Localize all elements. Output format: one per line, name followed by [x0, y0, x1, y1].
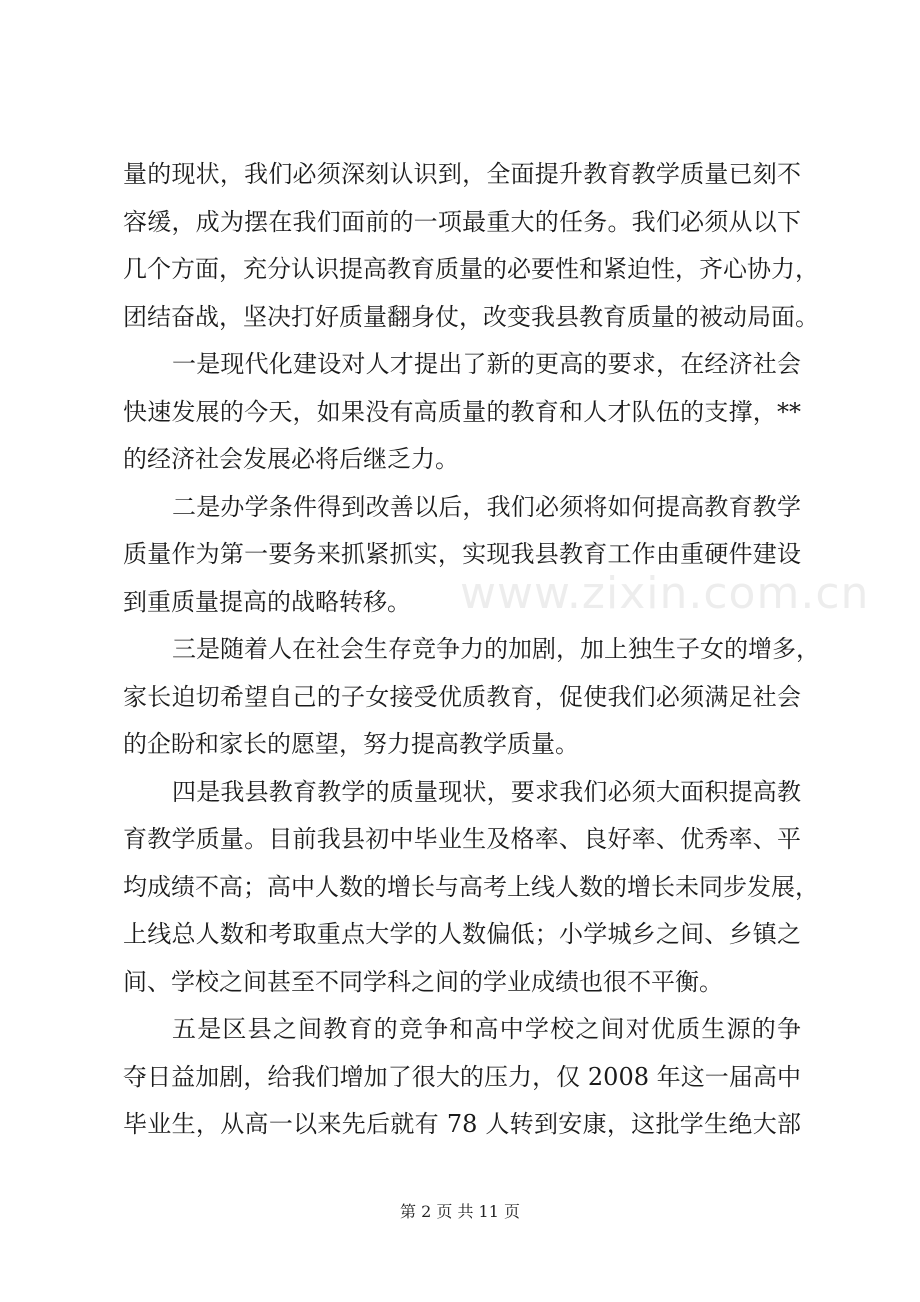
text-line: 间、学校之间甚至不同学科之间的学业成绩也很不平衡。: [123, 967, 723, 996]
text-line: 育教学质量。目前我县初中毕业生及格率、良好率、优秀率、平: [123, 825, 801, 853]
text-line: 的企盼和家长的愿望，努力提高教学质量。: [123, 730, 579, 758]
text-line: 几个方面，充分认识提高教育质量的必要性和紧迫性，齐心协力，: [123, 255, 819, 283]
page-number-footer: 第 2 页 共 11 页: [400, 1202, 520, 1221]
text-line: 质量作为第一要务来抓紧抓实，实现我县教育工作由重硬件建设: [123, 540, 801, 568]
text-line: 五是区县之间教育的竞争和高中学校之间对优质生源的争: [172, 1015, 801, 1043]
text-line: 容缓，成为摆在我们面前的一项最重大的任务。我们必须从以下: [123, 207, 801, 236]
text-line: 的经济社会发展必将后继乏力。: [123, 445, 459, 473]
text-line: 家长迫切希望自己的子女接受优质教育，促使我们必须满足社会: [123, 682, 801, 711]
watermark: www.zixin.com.cn: [460, 568, 870, 619]
text-line: 量的现状，我们必须深刻认识到，全面提升教育教学质量已刻不: [123, 160, 801, 188]
text-line: 均成绩不高；高中人数的增长与高考上线人数的增长未同步发展，: [123, 872, 819, 901]
text-line: 快速发展的今天，如果没有高质量的教育和人才队伍的支撑，**: [123, 397, 801, 426]
text-line: 团结奋战，坚决打好质量翻身仗，改变我县教育质量的被动局面。: [123, 302, 819, 331]
text-line: 一是现代化建设对人才提出了新的更高的要求，在经济社会: [172, 350, 801, 378]
document-body: [123, 151, 820, 1149]
text-line: 四是我县教育教学的质量现状，要求我们必须大面积提高教: [172, 777, 801, 806]
text-line: 夺日益加剧，给我们增加了很大的压力，仅 2008 年这一届高中: [123, 1062, 801, 1091]
text-line: 上线总人数和考取重点大学的人数偏低；小学城乡之间、乡镇之: [123, 920, 801, 948]
text-line: 毕业生，从高一以来先后就有 78 人转到安康，这批学生绝大部: [123, 1110, 801, 1138]
text-line: 三是随着人在社会生存竞争力的加剧，加上独生子女的增多，: [172, 635, 820, 663]
text-line: 到重质量提高的战略转移。: [123, 587, 411, 616]
text-line: 二是办学条件得到改善以后，我们必须将如何提高教育教学: [172, 492, 801, 521]
